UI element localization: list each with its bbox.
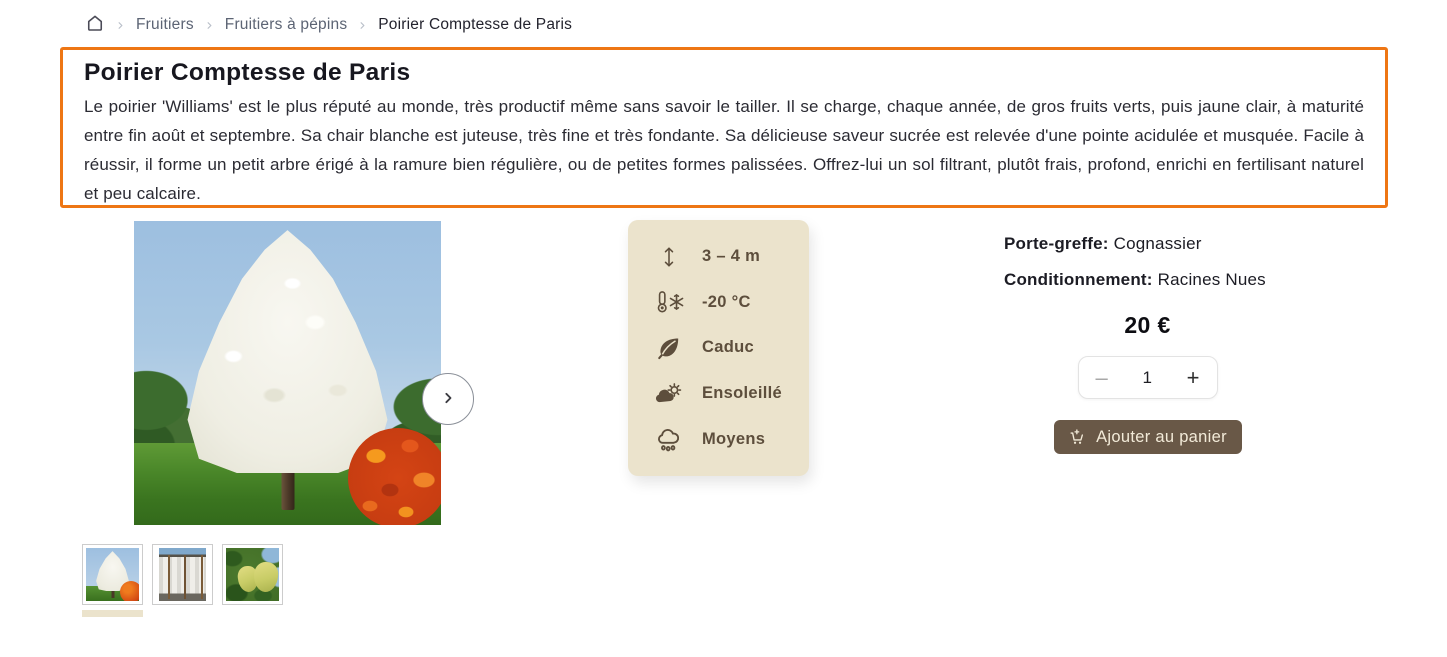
sun-cloud-icon bbox=[653, 379, 685, 409]
page-title: Poirier Comptesse de Paris bbox=[84, 59, 411, 86]
thumbnail-bare-root-trees[interactable] bbox=[152, 544, 213, 605]
cart-plus-icon bbox=[1068, 428, 1087, 447]
home-link[interactable] bbox=[85, 13, 105, 38]
quantity-increase-button[interactable]: + bbox=[1186, 364, 1200, 390]
thumbnail-image bbox=[226, 548, 279, 601]
attribute-label: 3 – 4 m bbox=[702, 247, 761, 266]
image-carousel bbox=[134, 221, 441, 525]
breadcrumb-link-fruitiers[interactable]: Fruitiers bbox=[136, 16, 194, 33]
purchase-panel bbox=[1004, 234, 1291, 454]
thumbnail-strip bbox=[82, 544, 283, 605]
add-to-cart-button[interactable] bbox=[1054, 420, 1242, 454]
breadcrumb bbox=[85, 12, 572, 38]
thumbnail-image bbox=[86, 548, 139, 601]
attribute-height bbox=[628, 242, 809, 272]
attribute-label: Ensoleillé bbox=[702, 384, 783, 403]
product-description: Le poirier 'Williams' est le plus réputé au monde, très productif même sans savoir le tailler. Il se charge, chaque année, de gros fruits verts, puis jaune clair, à maturité entre fin août et septembre. Sa chair blanche est juteuse, très fine et très fondante. Sa délicieuse saveur sucrée est relevée d'une pointe acidulée et musquée. Facile à réussir, il forme un petit arbre érigé à la ramure bien régulière, ou de petites formes palissées. Offrez-lui un sol filtrant, plutôt frais, profond, enrichi en fertilisant naturel et peu calcaire. bbox=[84, 97, 1364, 203]
quantity-decrease-button[interactable]: – bbox=[1095, 364, 1108, 390]
height-icon bbox=[653, 242, 685, 272]
quantity-value[interactable]: 1 bbox=[1142, 367, 1152, 387]
attribute-label: Caduc bbox=[702, 338, 754, 357]
attribute-label: -20 °C bbox=[702, 292, 751, 311]
packaging-label: Conditionnement: bbox=[1004, 270, 1153, 289]
carousel-next-button[interactable] bbox=[422, 373, 474, 425]
attribute-label: Moyens bbox=[702, 429, 766, 448]
rootstock-line bbox=[1004, 234, 1291, 254]
thumbnail-blossom-tree[interactable] bbox=[82, 544, 143, 605]
attribute-exposure bbox=[628, 379, 809, 409]
plant-attributes-panel bbox=[628, 220, 809, 476]
attribute-watering bbox=[628, 424, 809, 454]
price: 20 € bbox=[1124, 312, 1171, 338]
blossom-tree-crown bbox=[174, 230, 401, 473]
leaf-icon bbox=[653, 333, 685, 363]
attribute-hardiness bbox=[628, 287, 809, 317]
quantity-stepper bbox=[1078, 356, 1218, 399]
rootstock-value: Cognassier bbox=[1113, 234, 1202, 253]
active-thumbnail-indicator bbox=[82, 610, 143, 617]
add-to-cart-label: Ajouter au panier bbox=[1096, 427, 1227, 446]
next-arrow-icon bbox=[438, 388, 458, 411]
autumn-foliage-detail-circle bbox=[348, 428, 441, 525]
thumbnail-pears[interactable] bbox=[222, 544, 283, 605]
product-header-box bbox=[60, 47, 1388, 208]
chevron-separator-icon bbox=[115, 20, 126, 31]
chevron-separator-icon bbox=[357, 20, 368, 31]
home-icon bbox=[85, 13, 105, 38]
breadcrumb-link-fruitiers-a-pepins[interactable]: Fruitiers à pépins bbox=[224, 16, 348, 33]
thermometer-snowflake-icon bbox=[653, 287, 685, 317]
packaging-line bbox=[1004, 270, 1291, 290]
breadcrumb-current: Poirier Comptesse de Paris bbox=[378, 16, 573, 33]
product-image[interactable] bbox=[134, 221, 441, 525]
packaging-value: Racines Nues bbox=[1157, 270, 1266, 289]
chevron-separator-icon bbox=[204, 20, 215, 31]
thumbnail-image bbox=[156, 548, 209, 601]
rootstock-label: Porte-greffe: bbox=[1004, 234, 1109, 253]
attribute-foliage bbox=[628, 333, 809, 363]
rain-cloud-icon bbox=[653, 424, 685, 454]
